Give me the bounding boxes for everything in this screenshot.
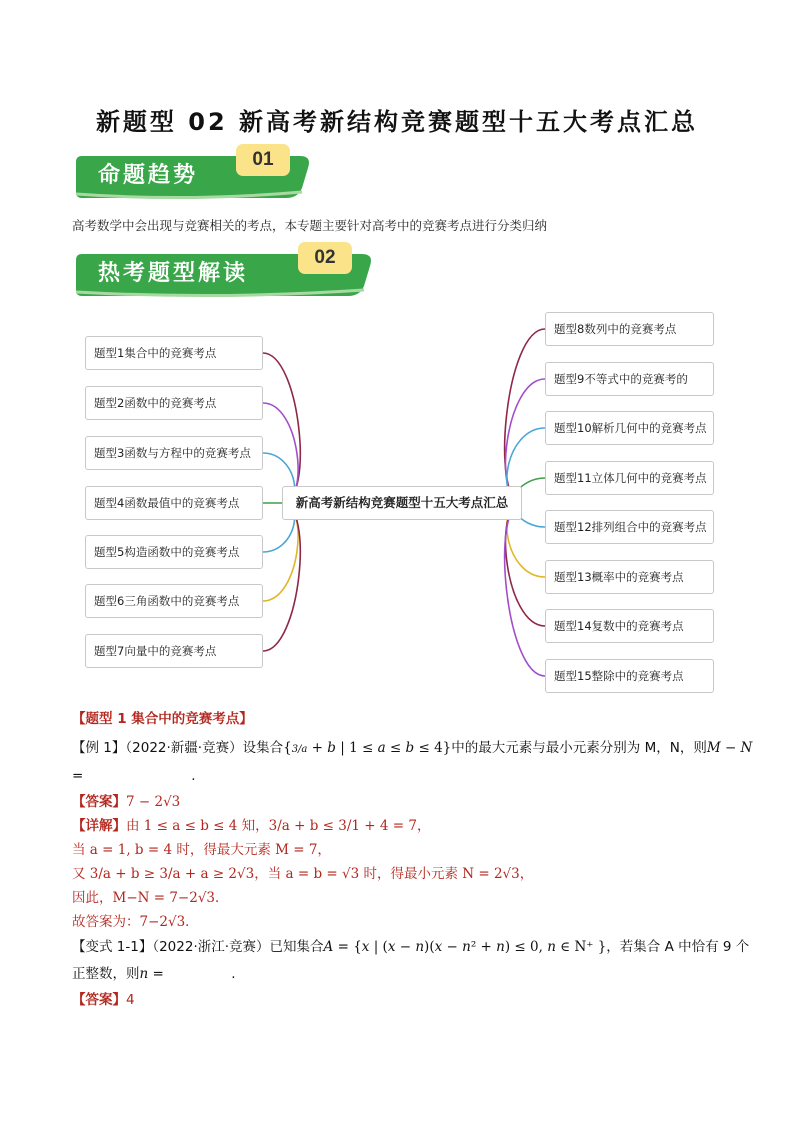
answer-value: 7 − 2√3 [126,794,181,810]
m-minus-n: M − N [706,740,753,756]
detail-line-4: 因此，M−N = 7−2√3． [72,890,229,906]
mind-map [0,300,794,700]
mindmap-node-right: 题型15整除中的竞赛考点 [545,659,714,693]
page-title: 新题型 02 新高考新结构竞赛题型十五大考点汇总 [95,108,699,136]
blank-line: = . [72,768,196,784]
mindmap-node-left: 题型7向量中的竞赛考点 [85,634,263,668]
section-number-badge: 01 [236,144,290,176]
set-a-expression: A = {x | (x − n)(x − n² + n) ≤ 0, n ∈ N⁺ } [323,939,607,955]
example-tag: 【例 1】 [72,740,126,756]
detail-tag: 【详解】 [72,818,126,834]
section-banner-hot [76,248,376,292]
example-1-question [72,736,752,756]
mindmap-node-left: 题型2函数中的竞赛考点 [85,386,263,420]
detail-line-1 [72,814,430,834]
mindmap-node-right: 题型14复数中的竞赛考点 [545,609,714,643]
mindmap-node-right: 题型10解析几何中的竞赛考点 [545,411,714,445]
section-label: 热考题型解读 [98,260,249,286]
mindmap-node-left: 题型6三角函数中的竞赛考点 [85,584,263,618]
variant-tail: ，若集合 A 中恰有 9 个 [606,939,750,955]
set-expression: {3/a + b | 1 ≤ a ≤ b ≤ 4} [283,740,452,756]
mindmap-node-left: 题型4函数最值中的竞赛考点 [85,486,263,520]
answer-tag: 【答案】 [72,794,126,810]
example-source: （2022·新疆·竞赛）设集合 [125,740,284,756]
section-banner-trend [76,150,316,194]
variant-line-2: 正整数，则n = . [72,966,236,982]
variant-text: （2022·浙江·竞赛）已知集合 [152,939,324,955]
answer-value: 4 [126,992,135,1008]
detail-line-3: 又 3/a + b ≥ 3/a + a ≥ 2√3，当 a = b = √3 时，得最小元素 N = 2√3， [72,866,534,882]
answer-1 [72,790,180,810]
detail-line-5: 故答案为：7−2√3． [72,914,199,930]
answer-2 [72,988,135,1008]
mindmap-center-node: 新高考新结构竞赛题型十五大考点汇总 [282,486,522,520]
variant-tag: 【变式 1-1】 [72,939,153,955]
variant-question [72,935,749,955]
example-tail: 中的最大元素与最小元素分别为 M，N，则 [451,740,707,756]
mindmap-node-left: 题型5构造函数中的竞赛考点 [85,535,263,569]
answer-tag: 【答案】 [72,992,126,1008]
mindmap-node-left: 题型1集合中的竞赛考点 [85,336,263,370]
section-label: 命题趋势 [98,162,199,188]
section-number-badge: 02 [298,242,352,274]
detail-line-2: 当 a = 1, b = 4 时，得最大元素 M = 7， [72,842,331,858]
mindmap-node-right: 题型13概率中的竞赛考点 [545,560,714,594]
intro-text: 高考数学中会出现与竞赛相关的考点，本专题主要针对高考中的竞赛考点进行分类归纳 [72,218,548,233]
mindmap-node-right: 题型11立体几何中的竞赛考点 [545,461,714,495]
mindmap-node-right: 题型8数列中的竞赛考点 [545,312,714,346]
type-heading: 【题型 1 集合中的竞赛考点】 [72,711,253,727]
variant-text-2: 正整数，则 [72,966,140,982]
mindmap-node-right: 题型12排列组合中的竞赛考点 [545,510,714,544]
mindmap-node-right: 题型9不等式中的竞赛考的 [545,362,714,396]
detail-text: 由 1 ≤ a ≤ b ≤ 4 知，3/a + b ≤ 3/1 + 4 = 7， [126,818,431,834]
mindmap-node-left: 题型3函数与方程中的竞赛考点 [85,436,263,470]
